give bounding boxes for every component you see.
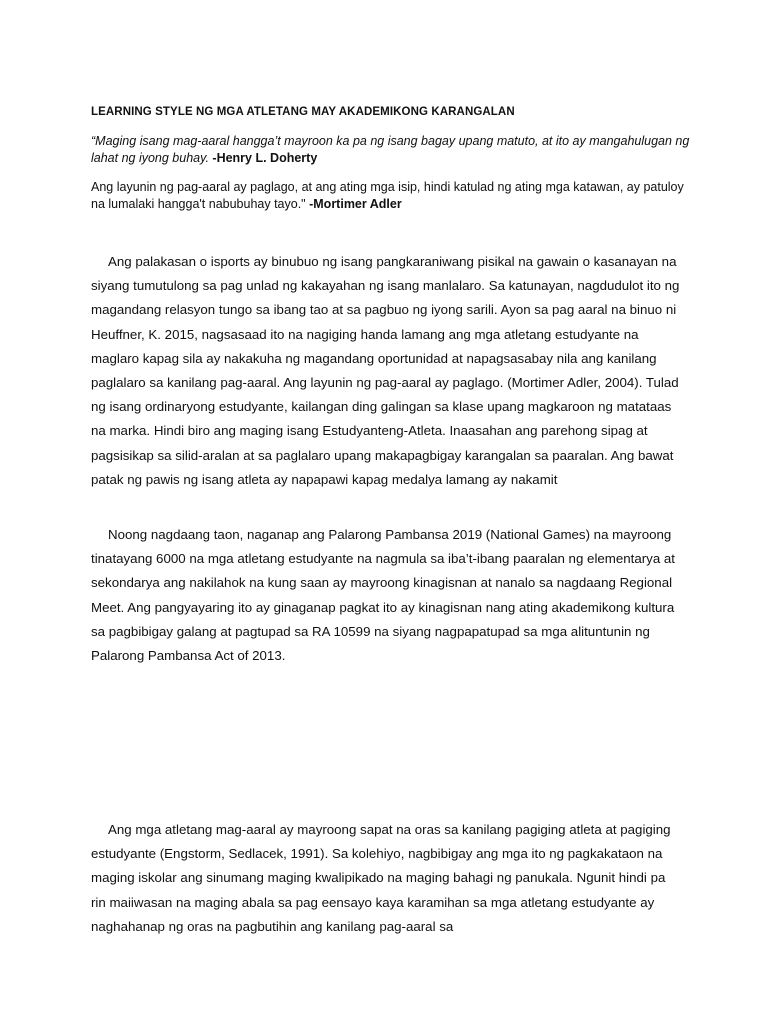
quote-text: “Maging isang mag-aaral hangga’t mayroon ka pa ng isang bagay upang matuto, at ito ay mangahulugan ng lahat ng iyong buhay. [91, 134, 690, 165]
document-title: LEARNING STYLE NG MGA ATLETANG MAY AKADEMIKONG KARANGALAN [91, 106, 515, 118]
quote-author: -Henry L. Doherty [212, 151, 318, 165]
paragraph-atletang-mag-aaral: Ang mga atletang mag-aaral ay mayroong sapat na oras sa kanilang pagiging atleta at pagiging estudyante (Engstorm, Sedlacek, 1991). Sa kolehiyo, nagbibigay ang mga ito ng pagkakataon na maging iskolar ang sinumang maging kwalipikado na maging bahagi ng panukala. Ngunit hindi pa rin maiiwasan na maging abala sa pag eensayo kaya karamihan sa mga atletang estudyante ay naghahanap ng oras na pagbutihin ang kanilang pag-aaral sa [91, 822, 671, 934]
quote-text: Ang layunin ng pag-aaral ay paglago, at ang ating mga isip, hindi katulad ng ating mga katawan, ay patuloy na lumalaki hangga't nabubuhay tayo." [91, 180, 684, 211]
paragraph-isports: Ang palakasan o isports ay binubuo ng isang pangkaraniwang pisikal na gawain o kasanayan na siyang tumutulong sa pag unlad ng kakayahan ng isang manlalaro. Sa katunayan, nagdudulot ito ng magandang relasyon tungo sa ibang tao at sa pagbuo ng iyong sarili. Ayon sa pag aaral na binuo ni Heuffner, K. 2015, nagsasaad ito na nagiging handa lamang ang mga atletang estudyante na maglaro kapag sila ay nakakuha ng magandang oportunidad at napagsasabay nila ang kanilang paglalaro sa kanilang pag-aaral. Ang layunin ng pag-aaral ay paglago. (Mortimer Adler, 2004). Tulad ng isang ordinaryong estudyante, kailangan ding galingan sa klase upang magkaroon ng matataas na marka. Hindi biro ang maging isang Estudyanteng-Atleta. Inaasahan ang parehong sipag at pagsisikap sa silid-aralan at sa paglalaro upang makapagbigay karangalan sa paaralan. Ang bawat patak ng pawis ng isang atleta ay napapawi kapag medalya lamang ay nakamit [91, 254, 680, 487]
quote-author: -Mortimer Adler [309, 197, 402, 211]
paragraph-palarong-pambansa: Noong nagdaang taon, naganap ang Palarong Pambansa 2019 (National Games) na mayroong tinatayang 6000 na mga atletang estudyante na nagmula sa iba’t-ibang paaralan ng elementarya at sekondarya ang nakilahok na kung saan ay mayroong kinagisnan at nanalo sa nagdaang Regional Meet. Ang pangyayaring ito ay ginaganap pagkat ito ay kinagisnan nang ating akademikong kultura sa pagbibigay galang at pagtupad sa RA 10599 na siyang nagpapatupad sa mga alituntunin ng Palarong Pambansa Act of 2013. [91, 527, 675, 664]
quote-doherty [91, 133, 691, 167]
quote-adler [91, 179, 691, 213]
